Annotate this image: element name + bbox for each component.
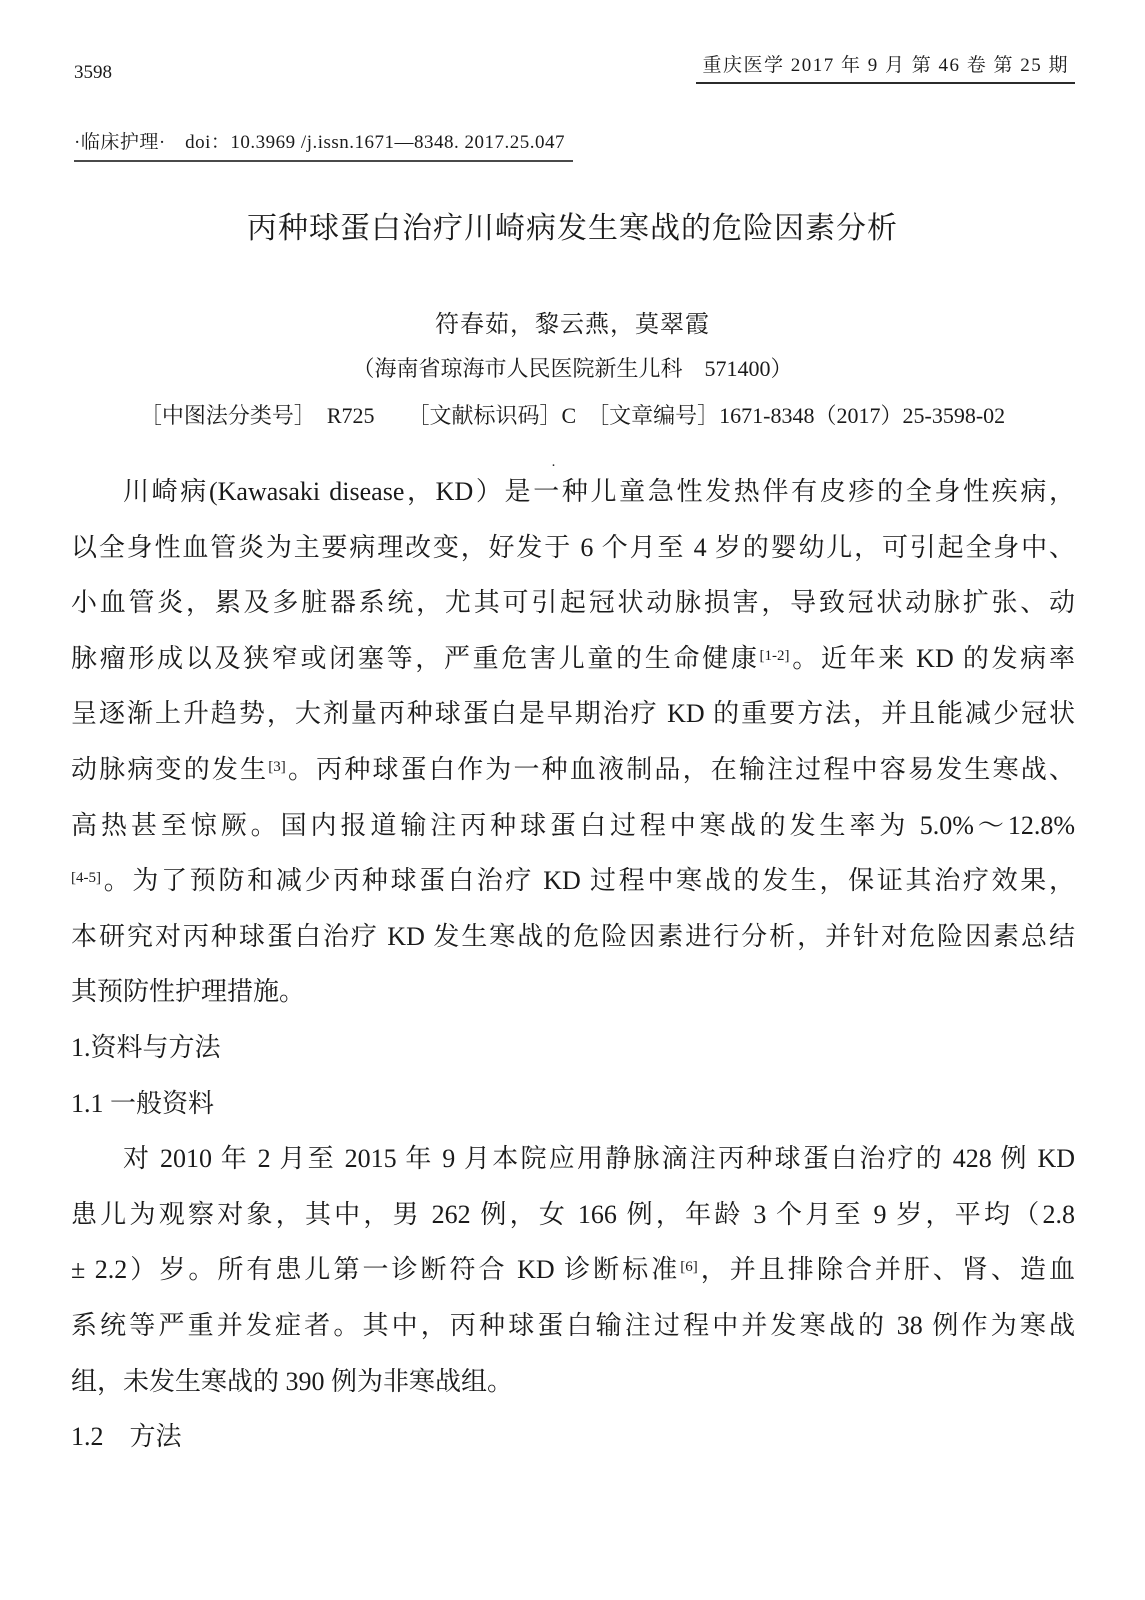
- body-line: 川崎病(Kawasaki disease，KD）是一种儿童急性发热伴有皮疹的全身性疾病，: [123, 477, 1075, 506]
- article-title: 丙种球蛋白治疗川崎病发生寒战的危险因素分析: [247, 212, 898, 245]
- column-doi-line: ·临床护理· doi：10.3969 /j.issn.1671—8348. 2017.25.047: [74, 127, 573, 162]
- body-line: 动脉病变的发生[3]。丙种球蛋白作为一种血液制品，在输注过程中容易发生寒战、: [71, 754, 1075, 784]
- body-line: 呈逐渐上升趋势，大剂量丙种球蛋白是早期治疗 KD 的重要方法，并且能减少冠状: [71, 699, 1075, 729]
- body-line: ± 2.2）岁。所有患儿第一诊断符合 KD 诊断标准[6]，并且排除合并肝、肾、造血: [71, 1255, 1075, 1285]
- section-heading: 1.1 一般资料: [71, 1088, 215, 1118]
- body-line: [4-5]。为了预防和减少丙种球蛋白治疗 KD 过程中寒战的发生，保证其治疗效果，: [71, 866, 1075, 896]
- journal-issue-header: 重庆医学 2017 年 9 月 第 46 卷 第 25 期: [696, 50, 1075, 84]
- classification-line: ［中图法分类号］ R725 ［文献标识码］C ［文章编号］1671-8348（2017）25-3598-02: [139, 403, 1006, 428]
- page-number: 3598: [74, 62, 112, 83]
- citation-marker: [6]: [680, 1259, 698, 1276]
- running-head: [74, 50, 1075, 84]
- section-heading: 1.2 方法: [71, 1422, 182, 1452]
- stray-print-mark: ·: [551, 458, 556, 474]
- citation-marker: [1-2]: [759, 647, 790, 664]
- body-line: 以全身性血管炎为主要病理改变，好发于 6 个月至 4 岁的婴幼儿，可引起全身中、: [71, 532, 1075, 562]
- section-heading: 1.资料与方法: [71, 1032, 221, 1062]
- body-line: 高热甚至惊厥。国内报道输注丙种球蛋白过程中寒战的发生率为 5.0%～12.8%: [71, 810, 1075, 840]
- affiliation-line: （海南省琼海市人民医院新生儿科 571400）: [352, 356, 793, 381]
- body-line: 组，未发生寒战的 390 例为非寒战组。: [71, 1366, 514, 1396]
- article-body: [71, 464, 1075, 1465]
- body-line: 脉瘤形成以及狭窄或闭塞等，严重危害儿童的生命健康[1-2]。近年来 KD 的发病率: [71, 643, 1075, 673]
- body-line: 小血管炎，累及多脏器系统，尤其可引起冠状动脉损害，导致冠状动脉扩张、动: [71, 588, 1075, 618]
- citation-marker: [3]: [268, 758, 286, 775]
- body-line: 对 2010 年 2 月至 2015 年 9 月本院应用静脉滴注丙种球蛋白治疗的 428 例 KD: [123, 1144, 1075, 1174]
- body-line: 患儿为观察对象，其中，男 262 例，女 166 例，年龄 3 个月至 9 岁，平均（2.8: [71, 1199, 1075, 1229]
- body-line: 系统等严重并发症者。其中，丙种球蛋白输注过程中并发寒战的 38 例作为寒战: [71, 1310, 1075, 1340]
- body-line: 本研究对丙种球蛋白治疗 KD 发生寒战的危险因素进行分析，并针对危险因素总结: [71, 921, 1075, 951]
- body-line: 其预防性护理措施。: [71, 977, 306, 1007]
- citation-marker: [4-5]: [71, 870, 101, 887]
- authors-line: 符春茹，黎云燕，莫翠霞: [435, 312, 710, 338]
